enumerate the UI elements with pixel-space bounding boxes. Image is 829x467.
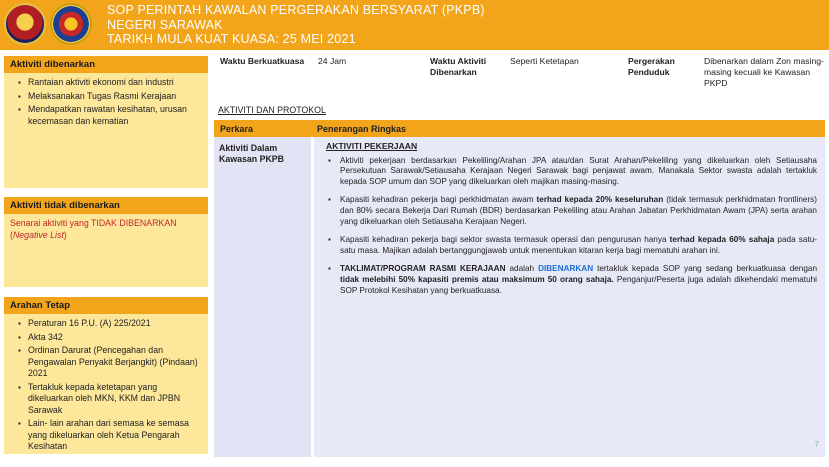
row-label: Aktiviti Dalam Kawasan PKPB: [214, 137, 311, 457]
negative-list-link[interactable]: Negative List: [12, 229, 64, 240]
page-number: 7: [814, 440, 819, 450]
table-header: [214, 120, 825, 137]
header-banner: [0, 0, 829, 50]
header-titles: [107, 3, 485, 47]
directives-list: [4, 314, 208, 459]
not-allowed-close: ): [63, 229, 67, 240]
section-title: AKTIVITI DAN PROTOKOL: [218, 105, 326, 115]
list-item: ▪ TAKLIMAT/PROGRAM RASMI KERAJAAN adalah DIBENARKAN tertakluk kepada SOP yang sedang berkuatkuasa dengan tidak melebihi 50% kapasiti premis atau maksimum 50 orang sahaja. Penganjur/Peserta juga adalah dikehendaki mematuhi SOP Protokol Kesihatan yang berkuatkuasa.: [326, 264, 817, 296]
list-item: ▪ Ordinan Darurat (Pencegahan dan Pengawalan Penyakit Berjangkit) (Pindaan) 2021: [18, 345, 202, 380]
not-allowed-title: Aktiviti tidak dibenarkan: [4, 197, 208, 214]
activity-hours-label: Waktu Aktiviti Dibenarkan: [430, 56, 487, 77]
list-item: ▪ Kapasiti kehadiran pekerja bagi perkhidmatan awam terhad kepada 20% keseluruhan (tidak termasuk perkhidmatan frontliners) dan 80% secara Bekerja Dari Rumah (BDR) berdasarkan Pekeliling atau Arahan Jabatan Perkhidmatan Awam (JPA) serta arahan yang dikeluarkan oleh Setiausaha Kerajaan Negeri.: [326, 195, 817, 227]
list-item: ▪ Akta 342: [18, 332, 202, 344]
list-item: ▪ Melaksanakan Tugas Rasmi Kerajaan: [18, 91, 202, 103]
list-item: ▪ Tertakluk kepada ketetapan yang dikeluarkan oleh MKN, KKM dan JPBN Sarawak: [18, 382, 202, 417]
list-item: ▪ Rantaian aktiviti ekonomi dan industri: [18, 77, 202, 89]
protocol-table: [214, 120, 825, 457]
description-list: [326, 156, 817, 297]
info-row: [214, 56, 825, 89]
header-title-line3: TARIKH MULA KUAT KUASA: 25 MEI 2021: [107, 32, 356, 46]
directives-box: [4, 297, 208, 454]
header-title-line1: SOP PERINTAH KAWALAN PERGERAKAN BERSYARAT (PKPB): [107, 3, 485, 17]
list-item: ▪ Lain- lain arahan dari semasa ke semasa yang dikeluarkan oleh Ketua Pengarah Kesihatan: [18, 418, 202, 453]
list-item: ▪ Peraturan 16 P.U. (A) 225/2021: [18, 318, 202, 330]
movement-label: Pergerakan Penduduk: [628, 56, 675, 77]
header-title-line2: NEGERI SARAWAK: [107, 17, 223, 32]
list-item: ▪ Kapasiti kehadiran pekerja bagi sektor swasta termasuk operasi dan pengurusan hanya terhad kepada 60% sahaja pada satu-satu masa. Majikan adalah bertanggungjawab untuk menentukan kitaran kerja bagi mematuhi arahan ini.: [326, 235, 817, 256]
not-allowed-box: [4, 197, 208, 287]
allowed-activities-box: [4, 56, 208, 188]
column-header-penerangan: Penerangan Ringkas: [317, 124, 407, 134]
directives-title: Arahan Tetap: [4, 297, 208, 314]
column-header-perkara: Perkara: [220, 124, 254, 134]
allowed-activities-list: [4, 73, 208, 133]
logos: [4, 3, 92, 45]
activity-hours-value: Seperti Ketetapan: [510, 56, 579, 66]
list-item: ▪ Aktiviti pekerjaan berdasarkan Pekeliling/Arahan JPA atau/dan Surat Arahan/Pekeliling yang dikeluarkan oleh Setiausaha Persekutuan Sarawak/Setiausaha Kerajaan Negeri Sarawak bagi penjawat awam. Manakala Sektor swasta adalah tertakluk kepada SOP umum dan SOP yang dikeluarkan oleh majikan masing-masing.: [326, 156, 817, 188]
table-row: [214, 137, 825, 457]
coat-of-arms-icon: [50, 3, 92, 45]
effective-hours-value: 24 Jam: [318, 56, 347, 66]
left-column: [4, 56, 208, 454]
agency-crest-icon: [4, 3, 46, 45]
movement-value: Dibenarkan dalam Zon masing-masing kecuali ke Kawasan PKPD: [704, 56, 824, 88]
list-item: ▪ Mendapatkan rawatan kesihatan, urusan kecemasan dan kematian: [18, 104, 202, 127]
effective-hours-label: Waktu Berkuatkuasa: [220, 56, 305, 66]
not-allowed-text: Senarai aktiviti yang TIDAK DIBENARKAN (: [10, 218, 177, 240]
allowed-activities-title: Aktiviti dibenarkan: [4, 56, 208, 73]
row-description: [314, 137, 825, 457]
activity-title: AKTIVITI PEKERJAAN: [326, 141, 418, 151]
